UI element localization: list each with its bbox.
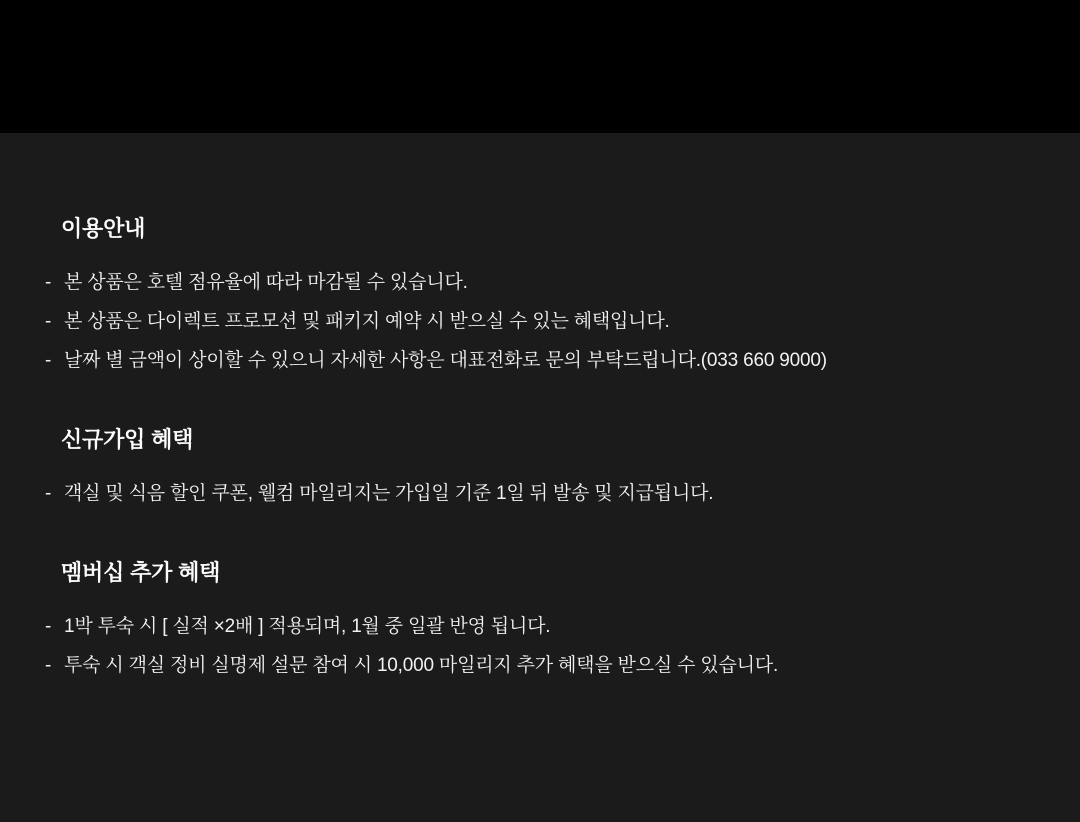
section-membership-benefit xyxy=(45,561,1040,685)
bullet-text: 1박 투숙 시 [ 실적 ×2배 ] 적용되며, 1월 중 일괄 반영 됩니다. xyxy=(64,616,551,637)
list-item xyxy=(45,263,1040,302)
bullet-text: 본 상품은 호텔 점유율에 따라 마감될 수 있습니다. xyxy=(64,272,468,293)
bullet-dash: - xyxy=(45,616,52,637)
list-item xyxy=(45,341,1040,380)
section-title: 이용안내 xyxy=(61,216,146,241)
list-item xyxy=(45,474,1040,513)
info-content xyxy=(0,133,1080,685)
section-usage-guide xyxy=(45,217,1040,380)
section-title: 멤버십 추가 혜택 xyxy=(61,560,221,585)
section-signup-benefit xyxy=(45,428,1040,513)
bullet-text: 객실 및 식음 할인 쿠폰, 웰컴 마일리지는 가입일 기준 1일 뒤 발송 및 지급됩니다. xyxy=(64,483,714,504)
bullet-text: 본 상품은 다이렉트 프로모션 및 패키지 예약 시 받으실 수 있는 혜택입니다. xyxy=(64,311,670,332)
top-black-band xyxy=(0,0,1080,133)
list-item xyxy=(45,646,1040,685)
bullet-dash: - xyxy=(45,311,52,332)
bullet-dash: - xyxy=(45,350,52,371)
bullet-dash: - xyxy=(45,272,52,293)
list-item xyxy=(45,302,1040,341)
bullet-text: 투숙 시 객실 정비 실명제 설문 참여 시 10,000 마일리지 추가 혜택을 받으실 수 있습니다. xyxy=(64,655,779,676)
bullet-text: 날짜 별 금액이 상이할 수 있으니 자세한 사항은 대표전화로 문의 부탁드립니다.(033 660 9000) xyxy=(64,350,827,371)
bullet-dash: - xyxy=(45,655,52,676)
section-title: 신규가입 혜택 xyxy=(61,427,194,452)
list-item xyxy=(45,607,1040,646)
bullet-dash: - xyxy=(45,483,52,504)
